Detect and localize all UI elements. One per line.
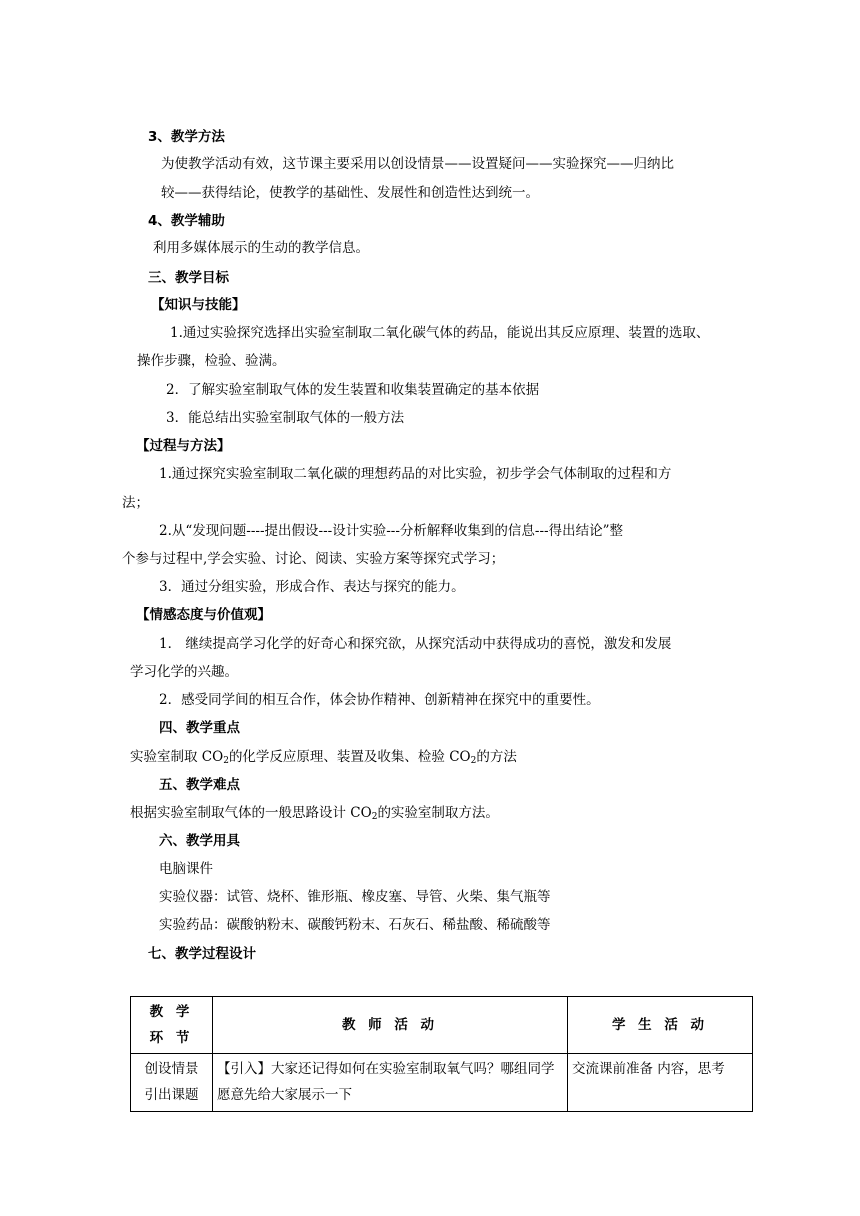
emotion-item2: 2．感受同学间的相互合作，体会协作精神、创新精神在探究中的重要性。 (159, 692, 600, 708)
teaching-aid-text: 利用多媒体展示的生动的教学信息。 (153, 240, 369, 256)
header-teacher-activity: 教 师 活 动 (213, 997, 568, 1054)
process-item2-line2: 个参与过程中,学会实验、讨论、阅读、实验方案等探究式学习； (122, 551, 505, 567)
teaching-aid-heading: 4、教学辅助 (148, 213, 225, 229)
header-stage: 教 学 环 节 (131, 997, 213, 1054)
table-header-row (131, 997, 753, 1054)
row1-student-activity: 交流课前准备 内容，思考 (568, 1054, 753, 1112)
objectives-heading: 三、教学目标 (148, 270, 229, 286)
difficulties-heading: 五、教学难点 (159, 777, 240, 793)
difficulties-text: 根据实验室制取气体的一般思路设计 $CO_2$的实验室制取方法。 (130, 805, 499, 822)
knowledge-item1-line1: 1.通过实验探究选择出实验室制取二氧化碳气体的药品，能说出其反应原理、装置的选取、 (170, 325, 710, 341)
process-heading: 【过程与方法】 (136, 438, 231, 454)
emotion-item1-line1: 1． 继续提高学习化学的好奇心和探究欲，从探究活动中获得成功的喜悦，激发和发展 (159, 636, 672, 652)
process-item2-line1: 2.从“发现问题----提出假设---设计实验---分析解释收集到的信息---得出结论”整 (159, 523, 623, 539)
process-item3: 3．通过分组实验，形成合作、表达与探究的能力。 (159, 579, 465, 595)
table-row (131, 1054, 753, 1112)
emotion-heading: 【情感态度与价值观】 (136, 607, 271, 623)
emotion-item1-line2: 学习化学的兴趣。 (130, 664, 238, 680)
teaching-method-line2: 较——获得结论，使教学的基础性、发展性和创造性达到统一。 (161, 185, 539, 201)
key-points-text: 实验室制取 $CO_2$的化学反应原理、装置及收集、检验 $CO_2$的方法 (130, 749, 517, 766)
header-student-activity: 学 生 活 动 (568, 997, 753, 1054)
key-points-heading: 四、教学重点 (159, 720, 240, 736)
process-design-heading: 七、教学过程设计 (148, 946, 256, 962)
teaching-method-line1: 为使教学活动有效，这节课主要采用以创设情景——设置疑问——实验探究——归纳比 (161, 156, 674, 172)
process-item1-line1: 1.通过探究实验室制取二氧化碳的理想药品的对比实验，初步学会气体制取的过程和方 (159, 466, 672, 482)
row1-teacher-activity: 【引入】大家还记得如何在实验室制取氧气吗？哪组同学愿意先给大家展示一下 (213, 1054, 568, 1112)
teaching-method-heading: 3、教学方法 (148, 129, 225, 145)
lesson-process-table (130, 996, 753, 1112)
tools-item1: 电脑课件 (159, 861, 213, 877)
knowledge-item2: 2．了解实验室制取气体的发生装置和收集装置确定的基本依据 (166, 382, 540, 398)
knowledge-heading: 【知识与技能】 (151, 297, 246, 313)
tools-item2: 实验仪器：试管、烧杯、锥形瓶、橡皮塞、导管、火柴、集气瓶等 (159, 889, 551, 905)
tools-item3: 实验药品：碳酸钠粉末、碳酸钙粉末、石灰石、稀盐酸、稀硫酸等 (159, 917, 551, 933)
knowledge-item1-line2: 操作步骤，检验、验满。 (137, 353, 286, 369)
knowledge-item3: 3．能总结出实验室制取气体的一般方法 (166, 410, 405, 426)
row1-stage: 创设情景 引出课题 (131, 1054, 213, 1112)
tools-heading: 六、教学用具 (159, 833, 240, 849)
process-item1-line2: 法； (122, 495, 149, 511)
